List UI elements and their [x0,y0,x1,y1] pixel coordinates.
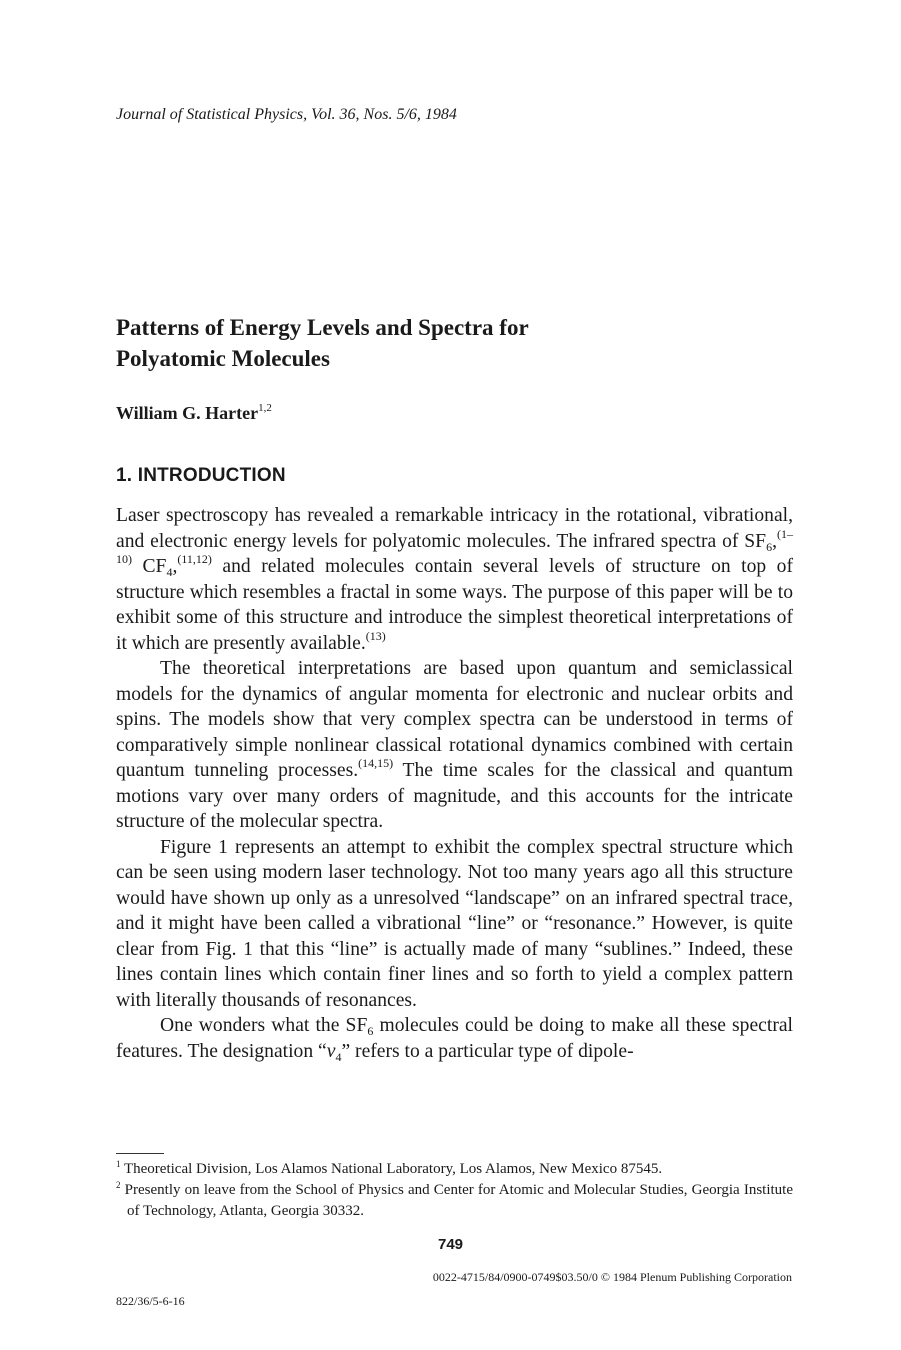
paragraph-4-text-b: molecules could be doing to make all these spectral features. The designation “ [116,1015,793,1062]
footnotes [116,1159,793,1222]
paragraph-2 [116,656,793,835]
paragraph-1 [116,503,793,656]
article-title-line-1: Patterns of Energy Levels and Spectra for [116,315,529,340]
page-number: 749 [437,1236,464,1253]
paragraph-2-text-b: The time scales for the classical and quantum motions vary over many orders of magnitude, and this accounts for the intricate structure of the molecular spectra. [116,760,793,832]
journal-citation: Journal of Statistical Physics, Vol. 36, Nos. 5/6, 1984 [116,106,457,123]
paragraph-2-text-a: The theoretical interpretations are based upon quantum and semiclassical models for the dynamics of angular momenta for electronic and nuclear orbits and spins. The models show that very complex spectra can be understood in terms of comparatively simple nonlinear classical rotational dynamics combined with certain quantum tunneling processes. [116,658,793,781]
footnote-2 [116,1180,793,1222]
paragraph-1-text-b: CF [132,556,167,577]
citation-ref: (1–10) [116,526,793,566]
citation-ref: (13) [365,628,386,643]
paragraph-3: Figure 1 represents an attempt to exhibit the complex spectral structure which can be seen using modern laser technology. Not too many years ago all this structure would have shown up only as a unresolved “landscape” on an infrared spectral trace, and it might have been called a vibrational “line” or “resonance.” However, is quite clear from Fig. 1 that this “line” is actually made of many “sublines.” Indeed, these lines contain lines which contain finer lines and so forth to yield a complex pattern with literally thousands of resonances. [116,836,793,1011]
author-name: William G. Harter [116,403,259,423]
paragraph-1-text-c: and related molecules contain several levels of structure on top of structure which resembles a fractal in some ways. The purpose of this paper will be to exhibit some of this structure and introduce the simplest theoretical interpretations of it which are presently available. [116,556,793,654]
section-heading: 1. INTRODUCTION [116,465,286,486]
separator: , [772,530,777,552]
citation-ref: (14,15) [358,756,394,770]
paragraph-4 [116,1013,793,1064]
author-line [116,402,272,424]
footnote-mark: 1 [116,1159,121,1169]
subscript: 6 [766,539,773,554]
article-title-line-2: Polyatomic Molecules [116,346,330,371]
footnote-1 [116,1159,793,1180]
citation-ref: (11,12) [177,552,212,566]
separator: , [172,556,178,577]
subscript: 4 [166,565,173,579]
body-text [116,503,793,1064]
footnote-2-text: Presently on leave from the School of Physics and Center for Atomic and Molecular Studies, Georgia Institute of Technology, Atlanta, Georgia 30332. [124,1182,794,1219]
subscript: 4 [335,1049,342,1064]
paragraph-1-text-a: Laser spectroscopy has revealed a remarkable intricacy in the rotational, vibrational, and electronic energy levels for polyatomic molecules. The infrared spectra of SF [116,505,793,552]
copyright-line: 0022-4715/84/0900-0749$03.50/0 © 1984 Plenum Publishing Corporation [432,1270,792,1284]
article-title [116,312,529,374]
footnote-1-text: Theoretical Division, Los Alamos National Laboratory, Los Alamos, New Mexico 87545. [123,1161,663,1177]
subscript: 6 [367,1024,374,1038]
footnote-mark: 2 [116,1180,121,1190]
paragraph-4-text-a: One wonders what the SF [160,1015,368,1036]
paragraph-4-text-c: ” refers to a particular type of dipole- [341,1040,634,1062]
nu-symbol: ν [326,1040,336,1062]
footnote-rule [116,1153,164,1154]
document-code: 822/36/5-6-16 [116,1294,185,1308]
author-affiliation-marks: 1,2 [258,402,272,414]
